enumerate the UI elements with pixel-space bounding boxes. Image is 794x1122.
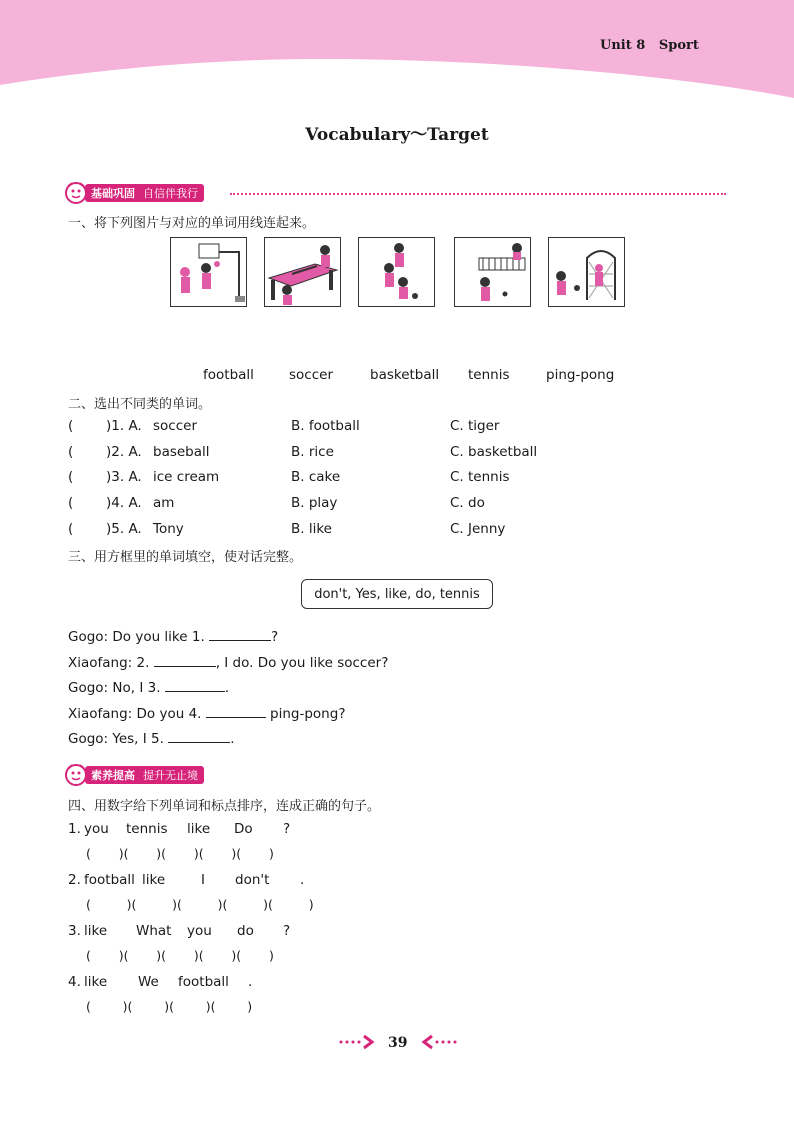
order-word: do <box>237 923 254 939</box>
option-b: B. like <box>291 521 332 537</box>
answer-blank[interactable] <box>209 626 271 641</box>
option-b: B. football <box>291 418 360 434</box>
answer-paren[interactable]: ( <box>68 444 74 460</box>
order-word: like <box>187 821 211 837</box>
dialogue-text: , I do. Do you like soccer? <box>215 655 389 671</box>
option-b: B. play <box>291 495 338 511</box>
dialogue-text: ? <box>271 629 279 645</box>
word-item: tennis <box>468 367 510 383</box>
order-word: you <box>187 923 212 939</box>
option-b: B. cake <box>291 469 341 485</box>
option-c: C. do <box>450 495 485 511</box>
question-number: )4. A. <box>106 495 142 511</box>
dialogue-text: Xiaofang: 2. <box>68 655 150 671</box>
unit-topic: Sport <box>658 38 699 53</box>
left-arrow-icon <box>418 1034 458 1050</box>
answer-paren[interactable]: ( <box>68 495 74 511</box>
order-word: ? <box>283 923 291 939</box>
answer-blank[interactable] <box>154 652 216 667</box>
page-title: Vocabulary～Target <box>305 125 489 145</box>
option-b: B. rice <box>291 444 334 460</box>
order-word: I <box>201 872 205 888</box>
question-number: 3. <box>68 923 81 939</box>
dialogue-line-3 <box>68 677 229 696</box>
banner-sub-text: 自信伴我行 <box>143 187 198 200</box>
banner-sub-text: 提升无止境 <box>143 769 198 782</box>
section1-title: 一、将下列图片与对应的单词用线连起来。 <box>68 216 316 231</box>
question-number: )5. A. <box>106 521 142 537</box>
dialogue-text: . <box>230 731 235 747</box>
section-banner-basic <box>63 180 204 206</box>
dialogue-text: ping-pong? <box>265 706 346 722</box>
dialogue-text: Gogo: No, I 3. <box>68 680 161 696</box>
picture-soccer <box>358 237 435 307</box>
word-bank-box: don't, Yes, like, do, tennis <box>301 579 493 609</box>
dialogue-text: Xiaofang: Do you 4. <box>68 706 202 722</box>
option-c: C. Jenny <box>450 521 506 537</box>
right-arrow-icon <box>338 1034 378 1050</box>
option-a: baseball <box>153 444 210 460</box>
question-number: 1. <box>68 821 81 837</box>
order-word: football <box>84 872 135 888</box>
word-item: basketball <box>370 367 440 383</box>
option-a: am <box>153 495 175 511</box>
option-c: C. tiger <box>450 418 500 434</box>
question-number: )3. A. <box>106 469 142 485</box>
question-number: 2. <box>68 872 81 888</box>
section2-title: 二、选出不同类的单词。 <box>68 397 212 412</box>
mascot-icon <box>63 180 89 206</box>
answer-blank[interactable] <box>165 677 225 692</box>
answer-paren[interactable]: ( <box>68 521 74 537</box>
picture-basketball <box>170 237 247 307</box>
order-word: What <box>136 923 172 939</box>
question-number: )2. A. <box>106 444 142 460</box>
dotted-divider <box>230 193 726 195</box>
order-word: like <box>84 923 108 939</box>
picture-football <box>548 237 625 307</box>
order-word: Do <box>234 821 253 837</box>
option-c: C. basketball <box>450 444 538 460</box>
order-word: you <box>84 821 109 837</box>
answer-blank[interactable] <box>168 728 230 743</box>
banner-main-text: 素养提高 <box>91 769 135 782</box>
order-word: . <box>248 974 253 990</box>
option-a: Tony <box>153 521 184 537</box>
order-word: like <box>84 974 108 990</box>
order-word: football <box>178 974 229 990</box>
word-item: soccer <box>289 367 333 383</box>
order-word: tennis <box>126 821 168 837</box>
picture-ping-pong <box>264 237 341 307</box>
dialogue-text: . <box>224 680 230 696</box>
dialogue-line-1 <box>68 626 278 645</box>
dialogue-text: Gogo: Yes, I 5. <box>68 731 164 747</box>
section-banner-improve <box>63 762 204 788</box>
order-word: ? <box>283 821 291 837</box>
answer-paren[interactable]: ( <box>68 418 74 434</box>
dialogue-text: Gogo: Do you like 1. <box>68 629 205 645</box>
order-word: . <box>300 872 305 888</box>
option-a: ice cream <box>153 469 220 485</box>
picture-tennis <box>454 237 531 307</box>
word-item: football <box>203 367 254 383</box>
order-word: like <box>142 872 166 888</box>
page-number: 39 <box>388 1035 408 1051</box>
dialogue-line-5 <box>68 728 235 747</box>
section4-title: 四、用数字给下列单词和标点排序，连成正确的句子。 <box>68 799 381 814</box>
option-c: C. tennis <box>450 469 510 485</box>
unit-label <box>600 38 699 53</box>
dialogue-line-4 <box>68 703 345 722</box>
mascot-icon <box>63 762 89 788</box>
word-item: ping-pong <box>546 367 615 383</box>
unit-number: Unit 8 <box>600 38 646 53</box>
answer-paren[interactable]: ( <box>68 469 74 485</box>
question-number: 4. <box>68 974 81 990</box>
banner-main-text: 基础巩固 <box>91 187 135 200</box>
order-word: don't <box>235 872 270 888</box>
question-number: )1. A. <box>106 418 142 434</box>
section3-title: 三、用方框里的单词填空，使对话完整。 <box>68 550 303 565</box>
order-word: We <box>138 974 159 990</box>
option-a: soccer <box>153 418 197 434</box>
answer-blank[interactable] <box>206 703 266 718</box>
dialogue-line-2 <box>68 652 388 671</box>
